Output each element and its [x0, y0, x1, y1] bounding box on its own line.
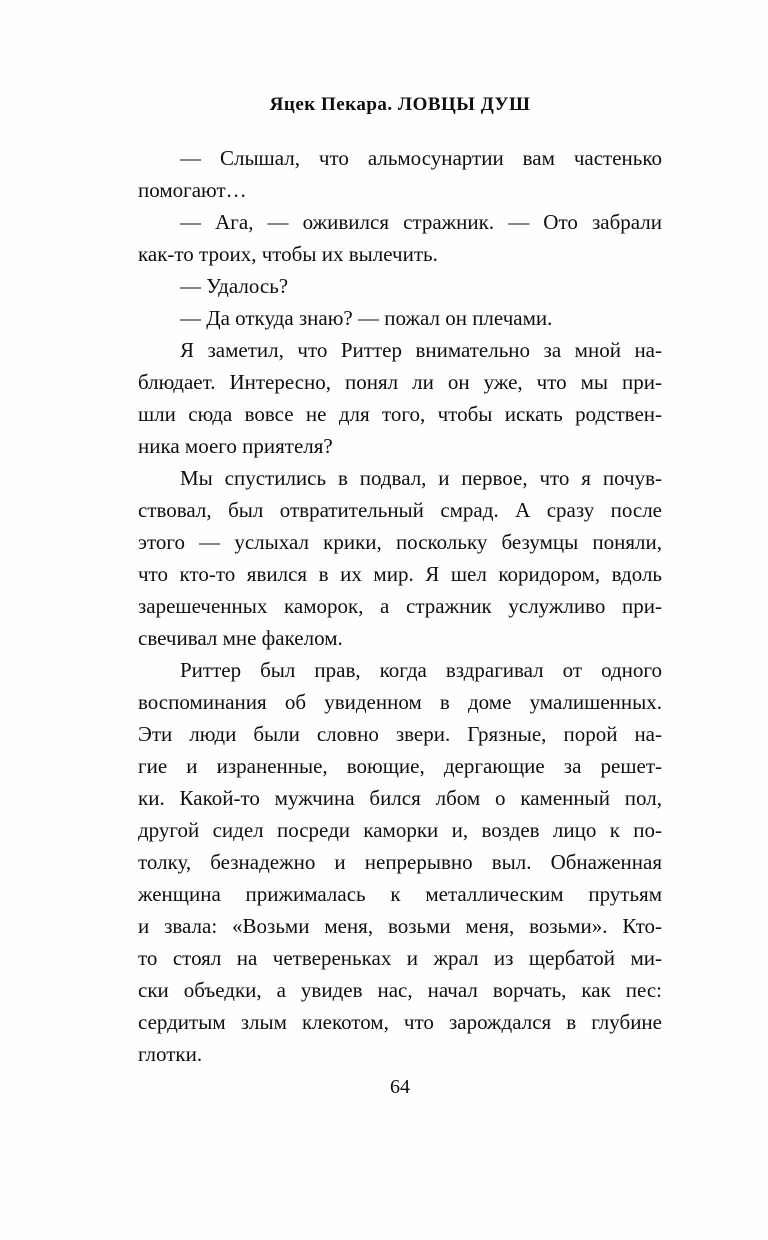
text-line: — Ага, — оживился стражник. — Ото забрали — [180, 210, 662, 234]
paragraph — [138, 462, 662, 654]
text-line: ствовал, был отвратительный смрад. А сразу после — [138, 498, 662, 522]
paragraph — [138, 334, 662, 462]
text-line: воспоминания об увиденном в доме умалишенных. — [138, 690, 662, 714]
text-line: Эти люди были словно звери. Грязные, порой на- — [138, 722, 662, 746]
paragraph — [138, 302, 662, 334]
paragraph — [138, 206, 662, 270]
paragraph — [138, 142, 662, 206]
text-line: глотки. — [138, 1042, 203, 1066]
text-line: сердитым злым клекотом, что зарождался в глубине — [138, 1010, 662, 1034]
paragraph — [138, 270, 662, 302]
page-number: 64 — [390, 1076, 410, 1098]
text-line: то стоял на четвереньках и жрал из щербатой ми- — [138, 946, 662, 970]
text-line: другой сидел посреди каморки и, воздев лицо к по- — [138, 818, 662, 842]
text-line: ки. Какой-то мужчина бился лбом о каменный пол, — [138, 786, 662, 810]
text-line: — Да откуда знаю? — пожал он плечами. — [180, 306, 553, 330]
text-line: зарешеченных каморок, а стражник услужливо при- — [138, 594, 662, 618]
text-line: гие и израненные, воющие, дергающие за решет- — [138, 754, 662, 778]
text-line: шли сюда вовсе не для того, чтобы искать родствен- — [138, 402, 662, 426]
text-line: женщина прижималась к металлическим прутьям — [138, 882, 662, 906]
running-head: Яцек Пекара. ЛОВЦЫ ДУШ — [269, 94, 531, 115]
text-line: Я заметил, что Риттер внимательно за мной на- — [180, 338, 662, 362]
text-line: Мы спустились в подвал, и первое, что я почув- — [180, 466, 662, 490]
text-line: что кто-то явился в их мир. Я шел коридором, вдоль — [138, 562, 662, 586]
text-line: Риттер был прав, когда вздрагивал от одного — [180, 658, 662, 682]
paragraph — [138, 654, 662, 1070]
text-line: и звала: «Возьми меня, возьми меня, возьми». Кто- — [138, 914, 662, 938]
text-line: ника моего приятеля? — [138, 434, 333, 458]
text-line: — Слышал, что альмосунартии вам частенько — [180, 146, 662, 170]
text-line: этого — услыхал крики, поскольку безумцы поняли, — [138, 530, 662, 554]
text-line: как-то троих, чтобы их вылечить. — [138, 242, 438, 266]
text-line: толку, безнадежно и непрерывно выл. Обнаженная — [138, 850, 662, 874]
text-line: ски объедки, а увидев нас, начал ворчать, как пес: — [138, 978, 662, 1002]
text-line: — Удалось? — [180, 274, 289, 298]
text-body — [138, 142, 662, 1070]
text-line: свечивал мне факелом. — [138, 626, 343, 650]
text-line: помогают… — [138, 178, 247, 202]
text-line: блюдает. Интересно, понял ли он уже, что мы при- — [138, 370, 662, 394]
